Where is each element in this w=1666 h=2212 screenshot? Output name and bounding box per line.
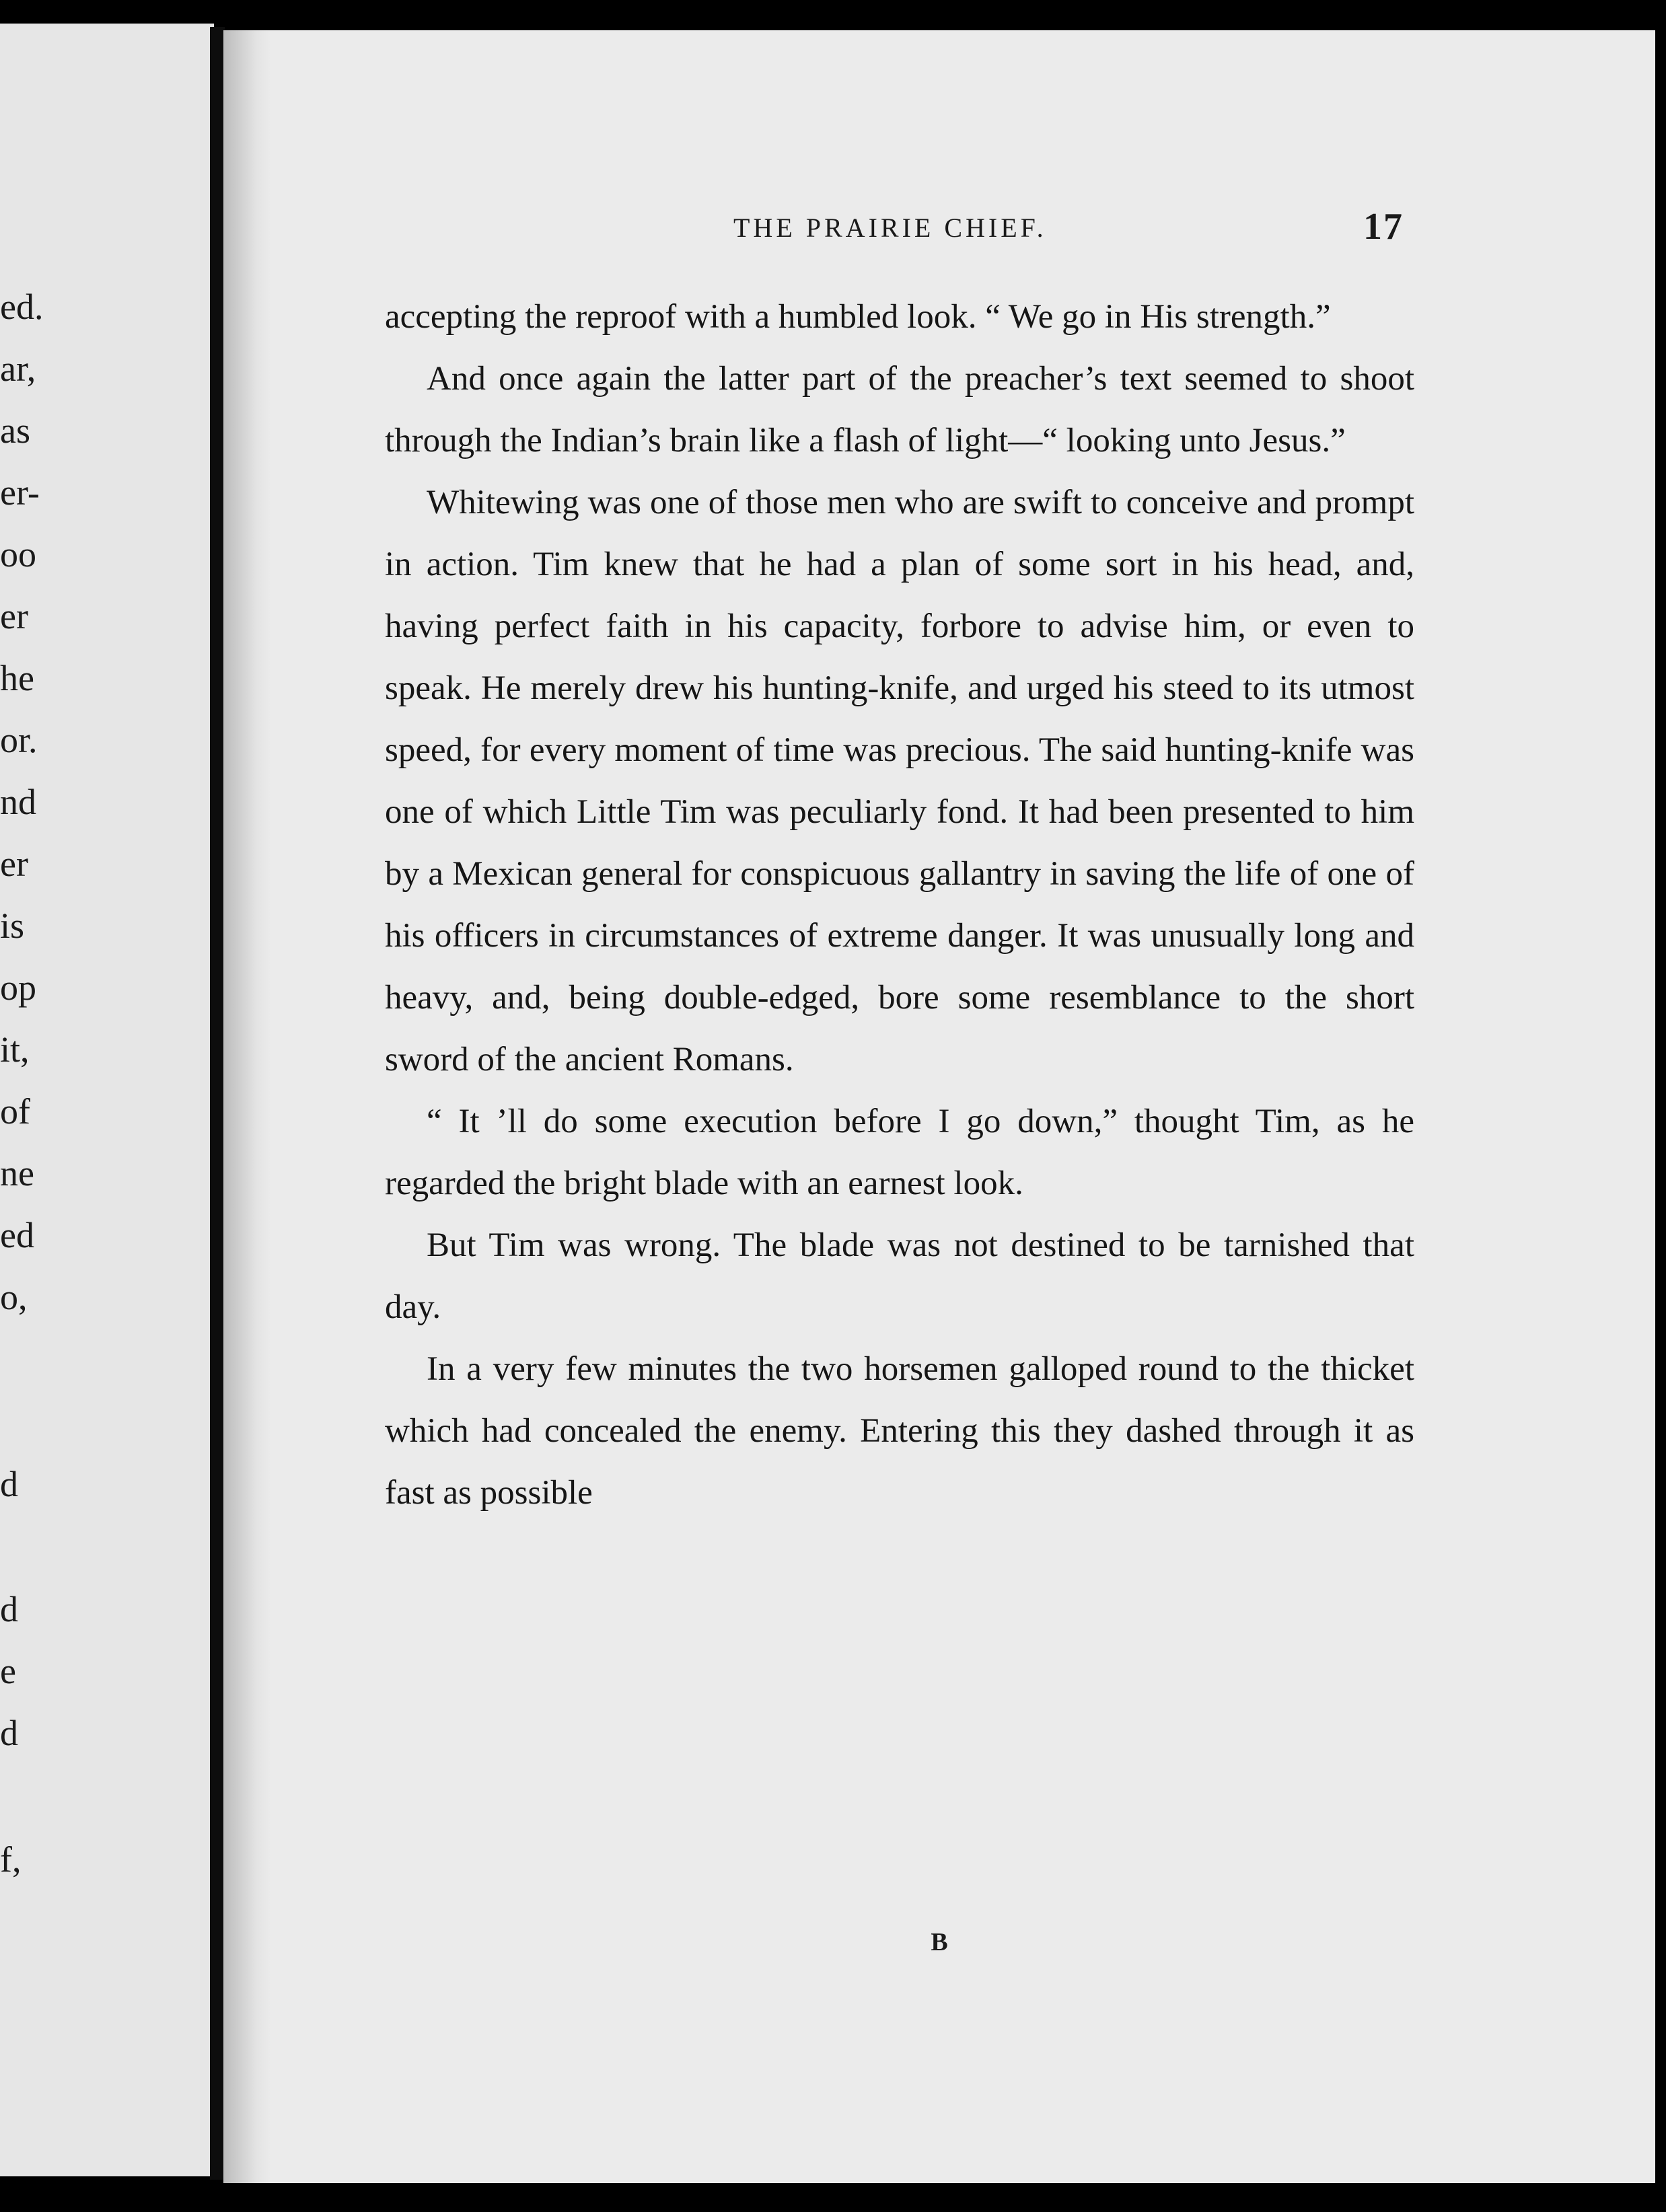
paragraph: Whitewing was one of those men who are swift to conceive and prompt in action. Tim knew that he had a plan of some sort in his head, and, having perfect faith in his capacity, forbore to advise him, or even to speak. He merely drew his hunting-knife, and urged his steed to its utmost speed, for every moment of time was precious. The said hunting-knife was one of which Little Tim was peculiarly fond. It had been presented to him by a Mexican general for conspicuous gallantry in saving the life of one of his officers in circumstances of extreme danger. It was unusually long and heavy, and, being double-edged, bore some resemblance to the short sword of the ancient Romans. [385, 484, 1414, 1078]
running-title: THE PRAIRIE CHIEF. [733, 213, 1047, 243]
line-fragment: d [0, 1464, 18, 1504]
facing-page-edge [0, 24, 214, 2176]
line-fragment: ne [0, 1153, 34, 1193]
facing-page-line-fragments [0, 24, 67, 2176]
line-fragment: nd [0, 782, 36, 822]
line-fragment: ar, [0, 348, 36, 389]
line-fragment: ed [0, 1215, 34, 1255]
line-fragment: he [0, 658, 34, 698]
line-fragment: er [0, 596, 28, 636]
line-fragment: e [0, 1651, 16, 1691]
book-gutter [210, 27, 225, 2180]
page-fold-shadow [223, 30, 270, 2183]
line-fragment: op [0, 967, 36, 1008]
line-fragment: it, [0, 1029, 30, 1070]
line-fragment: as [0, 410, 30, 451]
line-fragment: ed. [0, 287, 44, 327]
book-page [223, 30, 1655, 2183]
signature-mark: B [931, 1928, 948, 1956]
line-fragment: f, [0, 1839, 22, 1880]
line-fragment: or. [0, 720, 38, 760]
paragraph: “ It ’ll do some execution before I go down,” thought Tim, as he regarded the bright blade with an earnest look. [385, 1103, 1414, 1202]
line-fragment: er [0, 844, 28, 884]
page-number: 17 [1363, 206, 1404, 248]
paragraph: But Tim was wrong. The blade was not destined to be tarnished that day. [385, 1226, 1414, 1326]
line-fragment: er- [0, 472, 40, 513]
line-fragment: o, [0, 1277, 28, 1317]
line-fragment: is [0, 906, 25, 946]
line-fragment: of [0, 1091, 30, 1132]
line-fragment: d [0, 1589, 18, 1629]
line-fragment: d [0, 1713, 18, 1753]
paragraph: And once again the latter part of the preacher’s text seemed to shoot through the Indian’s brain like a flash of light—“ looking unto Jesus.” [385, 360, 1414, 459]
line-fragment: oo [0, 534, 36, 575]
paragraph: In a very few minutes the two horsemen galloped round to the thicket which had concealed the enemy. Entering this they dashed through it as fast as possible [385, 1350, 1414, 1512]
paragraph: accepting the reproof with a humbled look. “ We go in His strength.” [385, 298, 1331, 336]
page-body [385, 286, 1414, 1524]
